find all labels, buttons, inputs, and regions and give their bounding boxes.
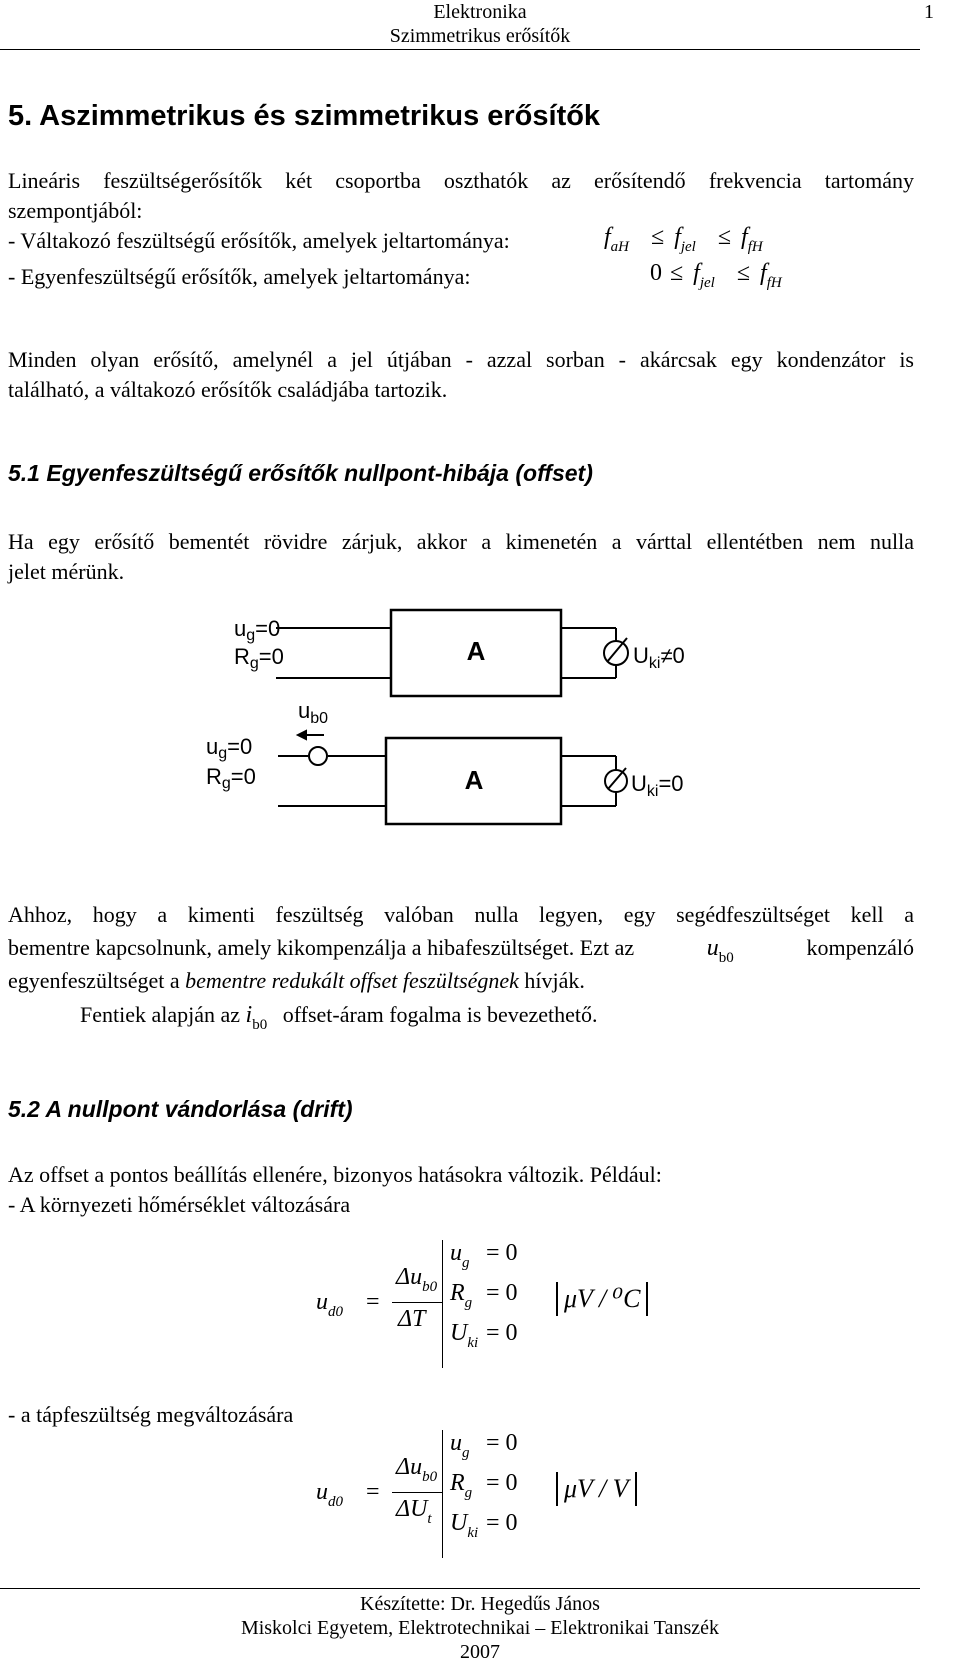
list-item-supply-voltage: - a tápfeszültség megváltozására <box>8 1402 294 1427</box>
footer-author: Készítette: Dr. Hegedűs János <box>360 1593 600 1615</box>
condition-bar <box>442 1430 443 1558</box>
footer-year: 2007 <box>460 1641 500 1663</box>
intro-line-1: Lineáris feszültségerősítők két csoportba oszthatók az erősítendő frekvencia tartomány <box>8 168 914 193</box>
chapter-title: 5. Aszimmetrikus és szimmetrikus erősítők <box>8 100 601 132</box>
dc-range-formula: 0 ≤ fjel ≤ ffH <box>650 260 782 291</box>
rg-label-bottom: Rg=0 <box>206 764 256 792</box>
list-item-dc-text: - Egyenfeszültségű erősítők, amelyek jeltartománya: <box>8 264 471 289</box>
ac-range-formula: faH ≤ fjel ≤ ffH <box>604 224 763 255</box>
para3-line-2: bementre kapcsolnunk, amely kikompenzálja a hibafeszültséget. Ezt az $u_{b0}$ kompenzáló <box>8 935 914 966</box>
fraction-bar <box>392 1302 442 1303</box>
header-rule <box>0 49 920 50</box>
offset-circuit-figure <box>186 608 686 870</box>
para2-line-1: Minden olyan erősítő, amelynél a jel útjában - azzal sorban - akárcsak egy kondenzátor is <box>8 347 914 372</box>
ug-label-top: ug=0 <box>234 616 281 644</box>
fraction-bar <box>392 1492 442 1493</box>
list-item-ac-amplifier <box>8 226 914 256</box>
drift-supply-formula: $u_{d0}$ = $\Delta u_{b0}$ $\Delta U_t$ $u_g$ = 0 $R_g$ = 0 $U_{ki}$ = 0 μV / V <box>0 1430 960 1560</box>
list-item-temperature: - A környezeti hőmérséklet változására <box>8 1192 351 1217</box>
para3-line-3: egyenfeszültséget a bementre redukált offset feszültségnek hívják. <box>8 968 585 993</box>
uki-label-bottom: $U_{ki}=0$ <box>631 771 684 800</box>
unit-bracket: μV / ⁰C <box>556 1282 648 1316</box>
section1-line-1: Ha egy erősítő bementét rövidre zárjuk, akkor a kimenetén a várttal ellentétben nem nulla <box>8 529 914 554</box>
para3-line-4: Fentiek alapján az $i_{b0}$ offset-áram fogalma is bevezethető. <box>80 1002 598 1033</box>
unit-bracket: μV / V <box>556 1472 637 1506</box>
ub0-label: $u_{b0}$ <box>298 698 329 727</box>
para2-line-2: található, a váltakozó erősítők családjába tartozik. <box>8 377 448 402</box>
intro-line-2: szempontjából: <box>8 198 143 223</box>
list-item-ac-text: - Váltakozó feszültségű erősítők, amelyek jeltartománya: <box>8 228 510 253</box>
section-5-1-heading: 5.1 Egyenfeszültségű erősítők nullpont-hibája (offset) <box>8 460 593 486</box>
section2-line-1: Az offset a pontos beállítás ellenére, bizonyos hatásokra változik. Például: <box>8 1162 662 1187</box>
ug-label-bottom: ug=0 <box>206 734 253 762</box>
amplifier-block-bottom: A <box>464 765 484 795</box>
condition-bar <box>442 1240 443 1368</box>
footer-rule <box>0 1588 920 1589</box>
header-subtitle: Szimmetrikus erősítők <box>389 25 571 47</box>
uki-label-top: $U_{ki}\ne 0$ <box>633 643 685 672</box>
amplifier-block-top: A <box>466 636 486 666</box>
header-title: Elektronika <box>433 1 527 23</box>
section1-line-2: jelet mérünk. <box>8 559 125 584</box>
rg-label-top: Rg=0 <box>234 644 284 672</box>
footer-institution: Miskolci Egyetem, Elektrotechnikai – Elektronikai Tanszék <box>240 1617 720 1639</box>
page-number: 1 <box>924 1 934 23</box>
section-5-2-heading: 5.2 A nullpont vándorlása (drift) <box>8 1096 353 1122</box>
drift-temperature-formula: $u_{d0}$ = $\Delta u_{b0}$ ΔT $u_g$ = 0 $R_g$ = 0 $U_{ki}$ = 0 μV / ⁰C <box>0 1240 960 1370</box>
para3-line-1: Ahhoz, hogy a kimenti feszültség valóban nulla legyen, egy segédfeszültséget kell a <box>8 902 914 927</box>
emphasis-offset-term: bementre redukált offset feszültségnek <box>185 968 519 993</box>
